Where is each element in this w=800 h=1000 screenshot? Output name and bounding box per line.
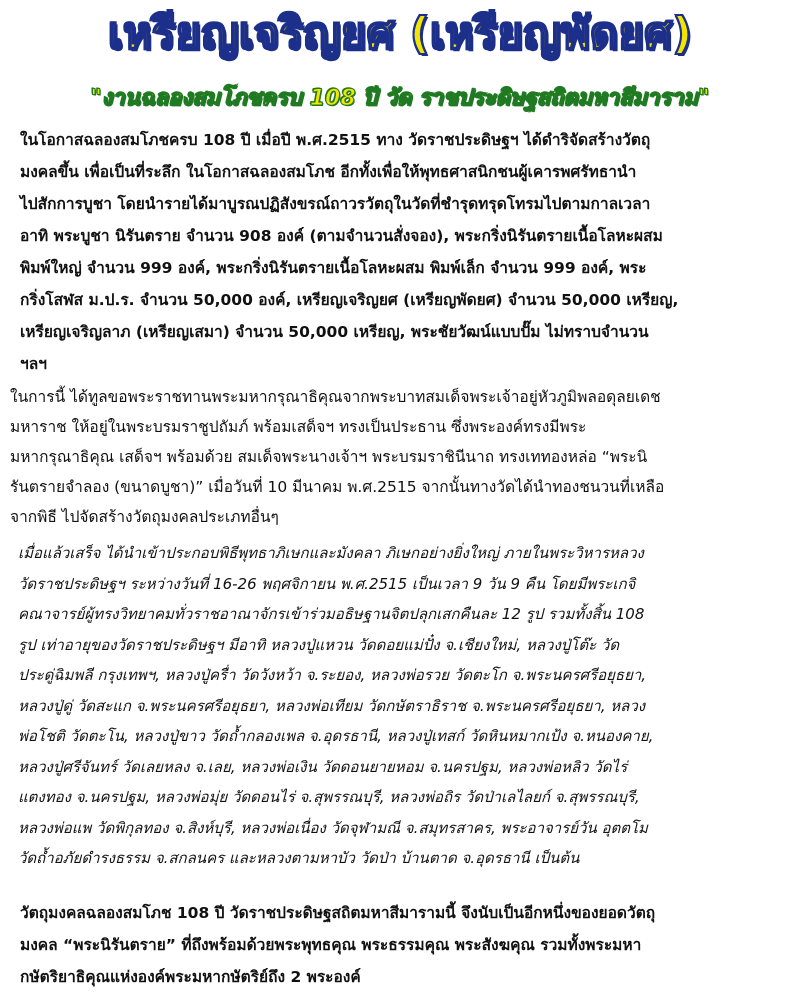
- text-line: รันตรายจำลอง (ขนาดบูชา)” เมื่อวันที่ 10 มีนาคม พ.ศ.2515 จากนั้นทางวัดได้นำทองชนวนที่เหลือ: [10, 478, 665, 496]
- text-line: มหากรุณาธิคุณ เสด็จฯ พร้อมด้วย สมเด็จพระนางเจ้าฯ พระบรมราชินีนาถ ทรงเททองหล่อ “พระนิ: [10, 448, 648, 466]
- text-line: ฯลฯ: [20, 355, 47, 373]
- text-line: เมื่อแล้วเสร็จ ได้นำเข้าประกอบพิธีพุทธาภิเษกและมังคลา ภิเษกอย่างยิ่งใหญ่ ภายในพระวิหารหลวง: [18, 544, 644, 562]
- text-line: กริ่งโสฬส ม.ป.ร. จำนวน 50,000 องค์, เหรียญเจริญยศ (เหรียญพัดยศ) จำนวน 50,000 เหรียญ,: [20, 291, 679, 309]
- text-line: วัดราชประดิษฐฯ ระหว่างวันที่ 16-26 พฤศจิกายน พ.ศ.2515 เป็นเวลา 9 วัน 9 คืน โดยมีพระเกจิ: [18, 574, 636, 593]
- text-line: วัดถ้ำอภัยดำรงธรรม จ.สกลนคร และหลวงตามหาบัว วัดป่า บ้านตาด จ.อุดรธานี เป็นต้น: [18, 849, 580, 867]
- text-line: มงคล “พระนิรันตราย” ที่ถึงพร้อมด้วยพระพุทธคุณ พระธรรมคุณ พระสังฆคุณ รวมทั้งพระมหา: [20, 936, 642, 954]
- text-line: ไปสักการบูชา โดยนำรายได้มาบูรณปฏิสังขรณ์ถาวรวัตถุในวัดที่ชำรุดทรุดโทรมไปตามกาลเวลา: [20, 195, 651, 213]
- text-line: รูป เท่าอายุของวัดราชประดิษฐฯ มีอาทิ หลวงปู่แหวน วัดดอยแม่ปั๋ง จ.เชียงใหม่, หลวงปู่โต๊ะ วัด: [18, 635, 620, 654]
- text-line: คณาจารย์ผู้ทรงวิทยาคมทั่วราชอาณาจักรเข้าร่วมอธิษฐานจิตปลุกเสกคืนละ 12 รูป รวมทั้งสิ้น 108: [18, 605, 645, 623]
- text-line: หลวงปู่ดู่ วัดสะแก จ.พระนครศรีอยุธยา, หลวงพ่อเทียม วัดกษัตราธิราช จ.พระนครศรีอยุธยา, หลวง: [18, 696, 646, 715]
- paragraph-history: [20, 124, 678, 380]
- text-line: มงคลขึ้น เพื่อเป็นที่ระลึก ในโอกาสฉลองสมโภช อีกทั้งเพื่อให้พุทธศาสนิกชนผู้เคารพศรัทธานำ: [20, 163, 637, 181]
- text-line: กษัตริยาธิคุณแห่งองค์พระมหากษัตริย์ถึง 2 พระองค์: [20, 968, 361, 986]
- text-line: จากพิธี ไปจัดสร้างวัตถุมงคลประเภทอื่นๆ: [10, 508, 279, 526]
- paragraph-ceremony: [18, 538, 653, 874]
- text-line: ในการนี้ ได้ทูลขอพระราชทานพระมหากรุณาธิคุณจากพระบาทสมเด็จพระเจ้าอยู่หัวภูมิพลอดุลยเดช: [10, 388, 661, 406]
- paragraph-royal-patronage: [10, 382, 664, 532]
- text-line: หลวงปู่ศรีจันทร์ วัดเลยหลง จ.เลย, หลวงพ่อเงิน วัดดอนยายหอม จ.นครปฐม, หลวงพ่อหลิว วัดไร่: [18, 757, 628, 776]
- text-line: อาทิ พระบูชา นิรันตราย จำนวน 908 องค์ (ตามจำนวนสั่งจอง), พระกริ่งนิรันตรายเนื้อโลหะผสม: [20, 227, 663, 245]
- text-line: มหาราช ให้อยู่ในพระบรมราชูปถัมภ์ พร้อมเสด็จฯ ทรงเป็นประธาน ซึ่งพระองค์ทรงมีพระ: [10, 418, 587, 436]
- text-line: พ่อโชติ วัดตะโน, หลวงปู่ขาว วัดถ้ำกลองเพล จ.อุดรธานี, หลวงปู่เทสก์ วัดหินหมากเป้ง จ.หนองคาย,: [18, 727, 654, 745]
- text-line: ในโอกาสฉลองสมโภชครบ 108 ปี เมื่อปี พ.ศ.2515 ทาง วัดราชประดิษฐฯ ได้ดำริจัดสร้างวัตถุ: [20, 131, 651, 149]
- text-line: แตงทอง จ.นครปฐม, หลวงพ่อมุ่ย วัดดอนไร่ จ.สุพรรณบุรี, หลวงพ่อถิร วัดป่าเลไลยก์ จ.สุพรรณบุรี,: [18, 788, 640, 806]
- text-line: เหรียญเจริญลาภ (เหรียญเสมา) จำนวน 50,000 เหรียญ, พระชัยวัฒน์แบบปั๊ม ไม่ทราบจำนวน: [20, 323, 649, 341]
- text-line: หลวงพ่อแพ วัดพิกุลทอง จ.สิงห์บุรี, หลวงพ่อเนื่อง วัดจุฬามณี จ.สมุทรสาคร, พระอาจารย์วัน อุตตโม: [18, 818, 648, 837]
- paragraph-conclusion: [20, 897, 655, 993]
- page-title: เหรียญเจริญยศ (เหรียญพัดยศ): [107, 8, 693, 59]
- text-line: ประดู่ฉิมพลี กรุงเทพฯ, หลวงปู่ครื่า วัดวังหว้า จ.ระยอง, หลวงพ่อรวย วัดตะโก จ.พระนครศรีอยุธยา,: [18, 666, 647, 684]
- page-subtitle: "งานฉลองสมโภชครบ 108 ปี วัด ราชประดิษฐสถิตมหาสีมาราม": [90, 86, 710, 111]
- text-line: พิมพ์ใหญ่ จำนวน 999 องค์, พระกริ่งนิรันตรายเนื้อโลหะผสม พิมพ์เล็ก จำนวน 999 องค์, พระ: [20, 259, 647, 277]
- text-line: วัตถุมงคลฉลองสมโภช 108 ปี วัดราชประดิษฐสถิตมหาสีมารามนี้ จึงนับเป็นอีกหนึ่งของยอดวัตถุ: [20, 904, 656, 922]
